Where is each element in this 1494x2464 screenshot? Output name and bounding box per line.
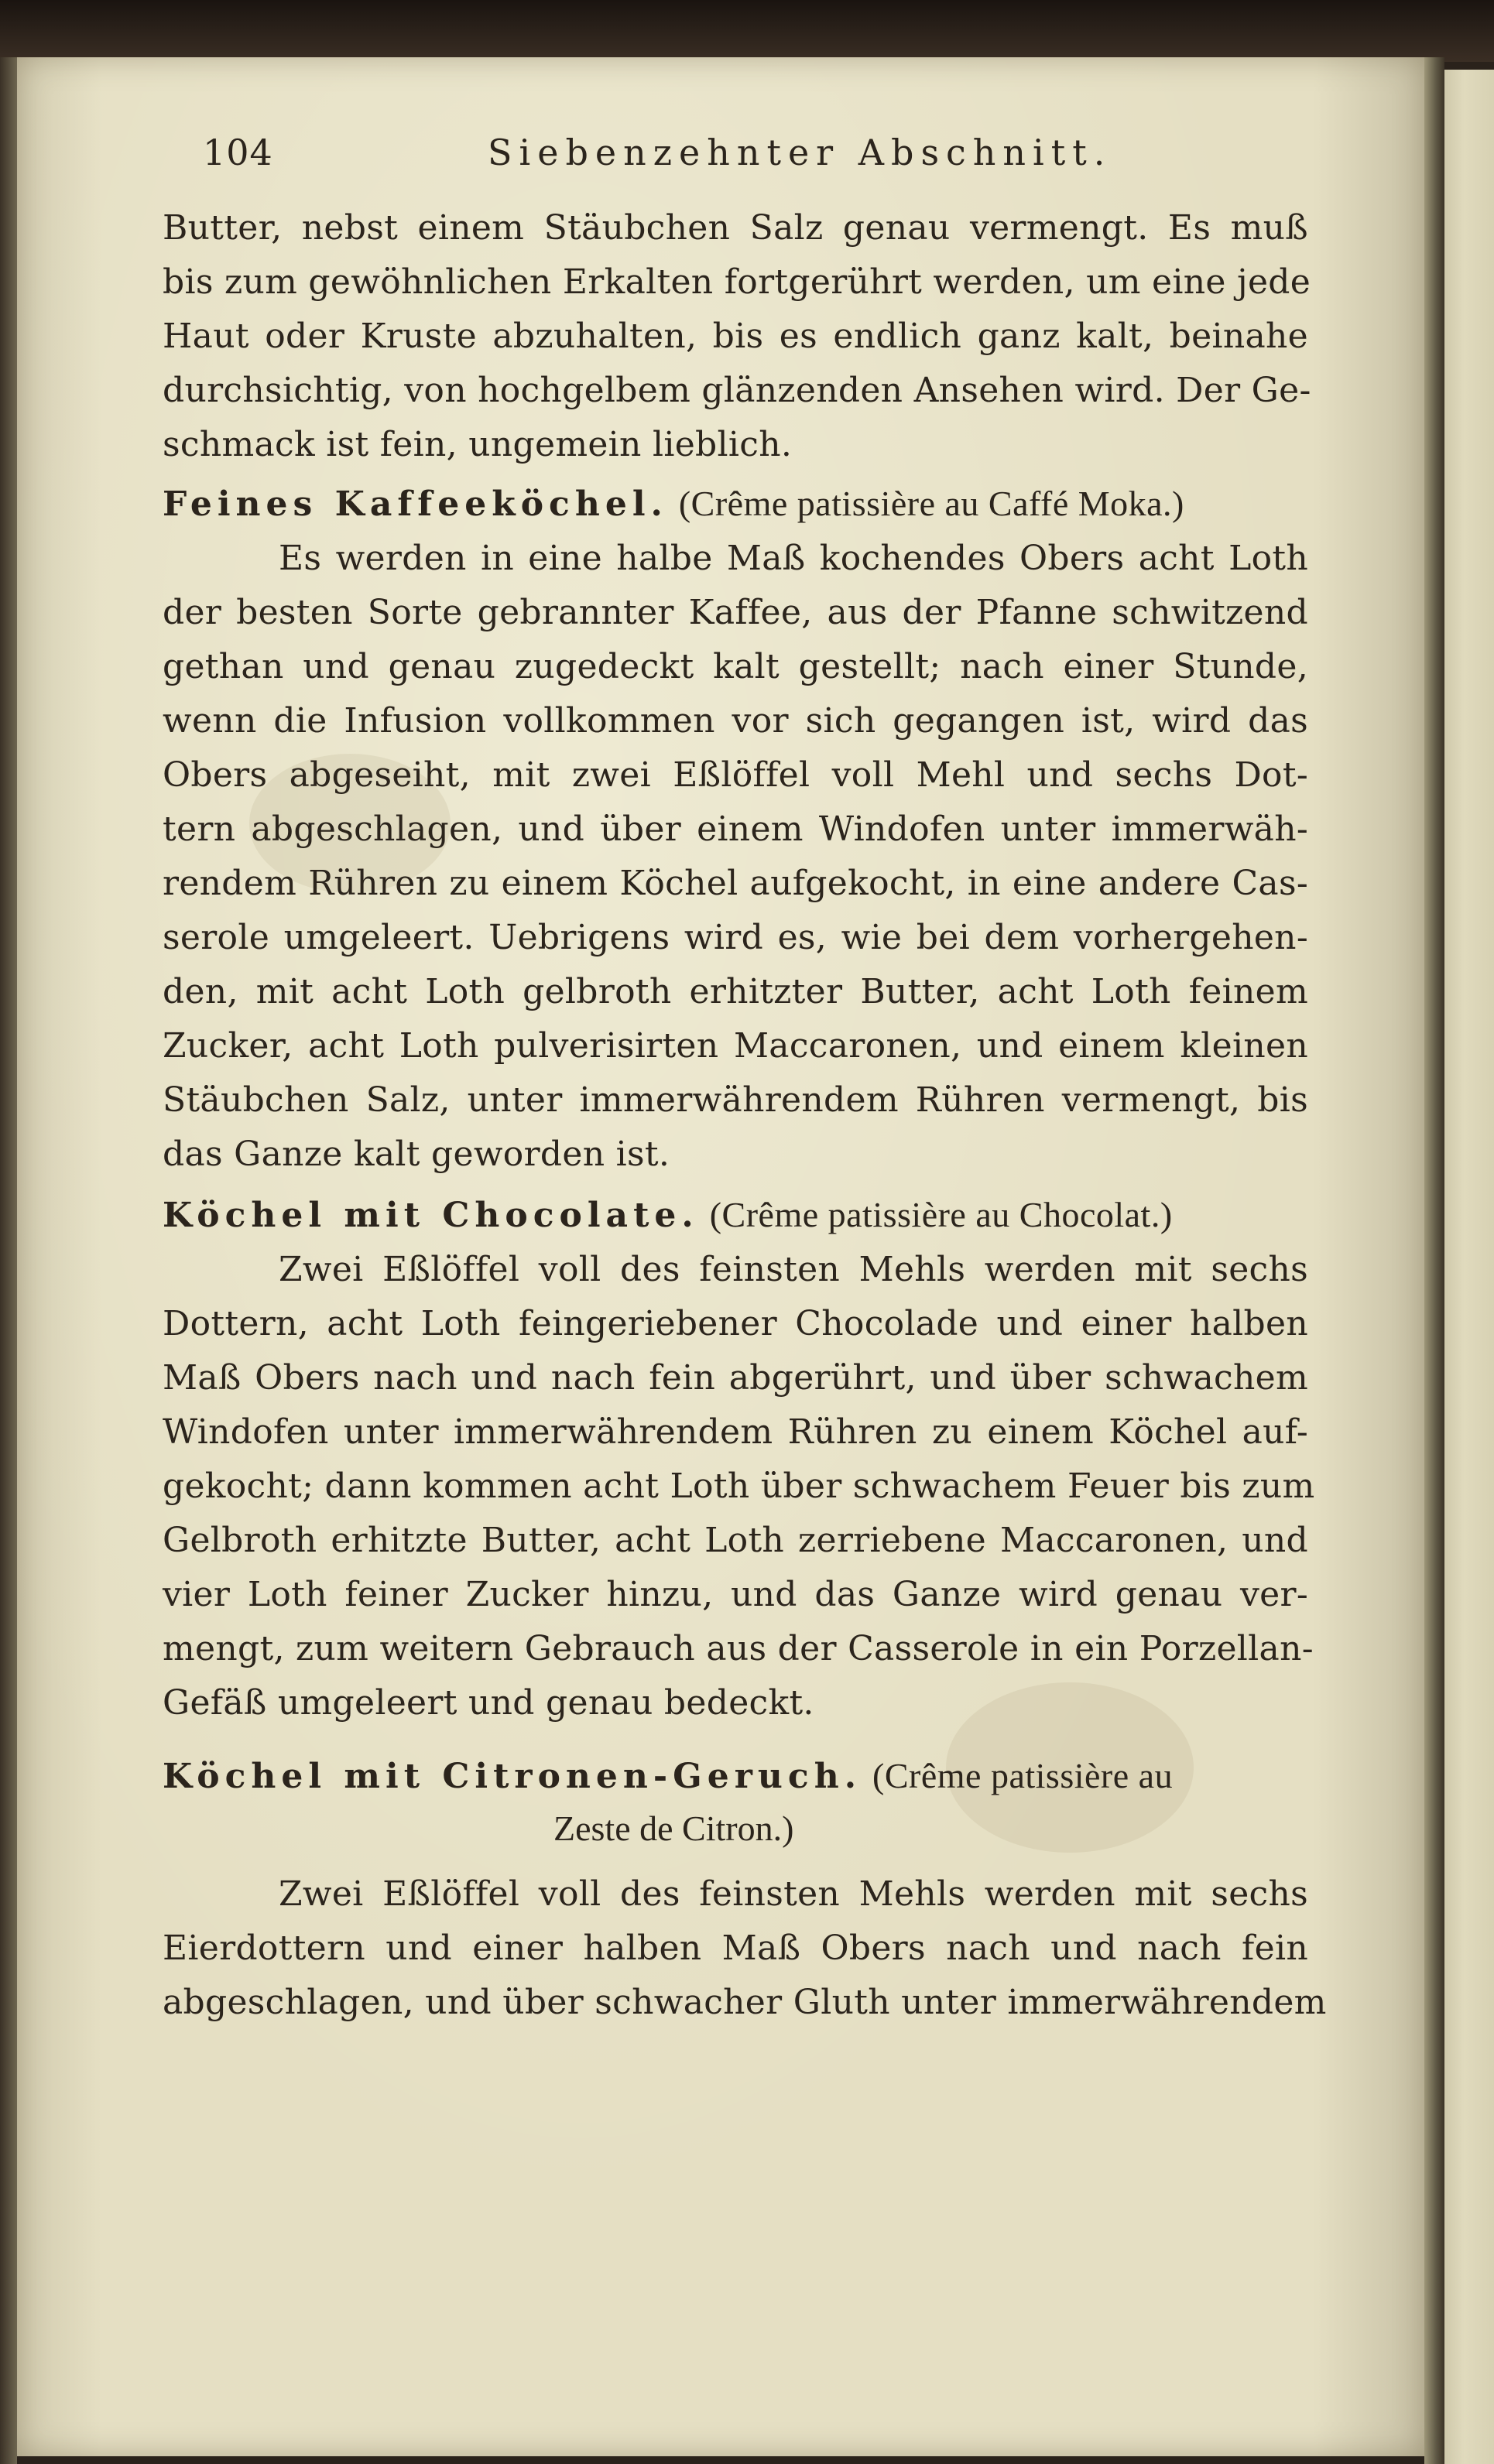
text-line: schmack ist fein, ungemein lieblich. xyxy=(163,425,793,464)
text-line: rendem Rühren zu einem Köchel aufgekocht, in eine andere Cas- xyxy=(163,864,1308,903)
section-heading xyxy=(163,1749,1308,1804)
intro-paragraph xyxy=(163,201,1311,472)
section-chocolate xyxy=(163,1188,1315,1730)
section-title: Köchel mit Citronen-Geruch. xyxy=(163,1757,862,1796)
text-line: Zwei Eßlöffel voll des feinsten Mehls werden mit sechs xyxy=(279,1250,1308,1289)
page-number: 104 xyxy=(203,132,273,173)
text-line: gethan und genau zugedeckt kalt gestellt; nach einer Stunde, xyxy=(163,647,1308,686)
section-title: Köchel mit Chocolate. xyxy=(163,1196,699,1235)
text-line: den, mit acht Loth gelbroth erhitzter Butter, acht Loth feinem xyxy=(163,972,1308,1011)
running-head: Siebenzehnter Abschnitt. xyxy=(488,132,1112,173)
top-shadow xyxy=(0,0,1494,62)
text-line: Windofen unter immerwährendem Rühren zu einem Köchel auf- xyxy=(163,1412,1308,1452)
section-title: Feines Kaffeeköchel. xyxy=(163,484,668,524)
section-heading xyxy=(163,477,1308,532)
text-line: tern abgeschlagen, und über einem Windofen unter immerwäh- xyxy=(163,809,1308,849)
text-line: wenn die Infusion vollkommen vor sich gegangen ist, wird das xyxy=(163,701,1308,741)
text-line: Obers abgeseiht, mit zwei Eßlöffel voll Mehl und sechs Dot- xyxy=(163,755,1308,795)
text-line: gekocht; dann kommen acht Loth über schwachem Feuer bis zum xyxy=(163,1466,1315,1506)
next-page-edge xyxy=(1444,70,1494,2464)
text-line: Haut oder Kruste abzuhalten, bis es endlich ganz kalt, beinahe xyxy=(163,317,1308,356)
text-line: abgeschlagen, und über schwacher Gluth unter immerwährendem xyxy=(163,1983,1327,2022)
text-line: der besten Sorte gebrannter Kaffee, aus der Pfanne schwitzend xyxy=(163,593,1308,632)
text-line: Maß Obers nach und nach fein abgerührt, und über schwachem xyxy=(163,1358,1308,1398)
left-page-edge xyxy=(0,57,17,2464)
section-heading xyxy=(163,1188,1308,1243)
text-line: Zucker, acht Loth pulverisirten Maccaronen, und einem kleinen xyxy=(163,1026,1308,1066)
section-subtitle-continued: Zeste de Citron.) xyxy=(553,1809,794,1848)
section-kaffeekoechel xyxy=(163,477,1308,1182)
text-line: serole umgeleert. Uebrigens wird es, wie bei dem vorhergehen- xyxy=(163,918,1308,957)
section-subtitle: (Crême patissière au xyxy=(872,1756,1174,1795)
text-line: durchsichtig, von hochgelbem glänzenden Ansehen wird. Der Ge- xyxy=(163,371,1311,410)
text-line: Gefäß umgeleert und genau bedeckt. xyxy=(163,1683,814,1723)
section-citronen xyxy=(163,1749,1327,2030)
book-spine xyxy=(1424,57,1444,2464)
text-line: Es werden in eine halbe Maß kochendes Obers acht Loth xyxy=(279,539,1308,578)
text-line: Stäubchen Salz, unter immerwährendem Rühren vermengt, bis xyxy=(163,1080,1308,1120)
page-header xyxy=(163,132,1308,201)
text-line: Dottern, acht Loth feingeriebener Chocolade und einer halben xyxy=(163,1304,1308,1343)
text-line: bis zum gewöhnlichen Erkalten fortgerührt werden, um eine jede xyxy=(163,262,1311,302)
text-line: Butter, nebst einem Stäubchen Salz genau vermengt. Es muß xyxy=(163,208,1308,248)
text-line: Zwei Eßlöffel voll des feinsten Mehls werden mit sechs xyxy=(279,1874,1308,1914)
text-line: Eierdottern und einer halben Maß Obers nach und nach fein xyxy=(163,1928,1308,1968)
page-content xyxy=(163,132,1327,2030)
text-line: Gelbroth erhitzte Butter, acht Loth zerriebene Maccaronen, und xyxy=(163,1521,1308,1560)
section-subtitle: (Crême patissière au Caffé Moka.) xyxy=(678,484,1184,523)
text-line: vier Loth feiner Zucker hinzu, und das Ganze wird genau ver- xyxy=(163,1575,1308,1614)
text-line: mengt, zum weitern Gebrauch aus der Casserole in ein Porzellan- xyxy=(163,1629,1314,1668)
section-subtitle: (Crême patissière au Chocolat.) xyxy=(709,1195,1173,1234)
text-line: das Ganze kalt geworden ist. xyxy=(163,1134,670,1174)
